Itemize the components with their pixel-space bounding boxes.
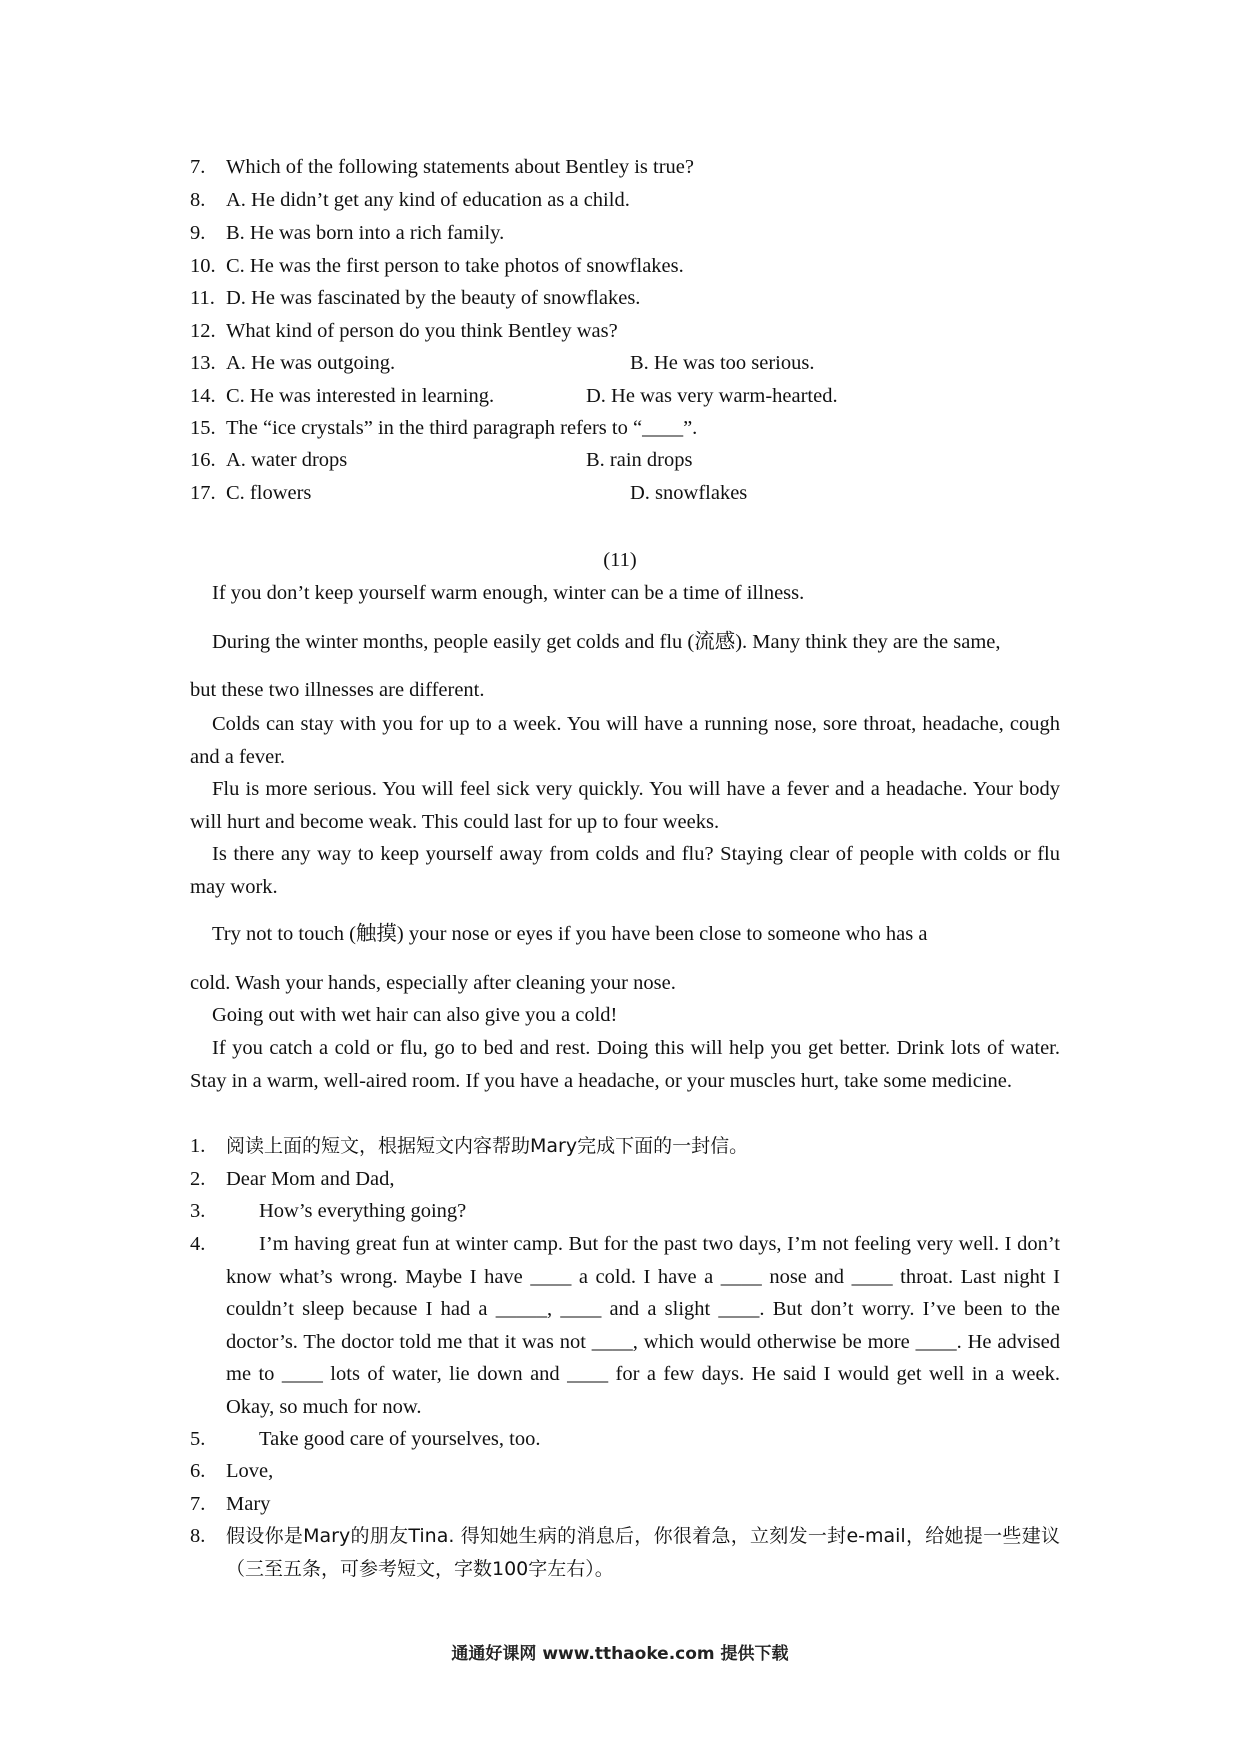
option-text: A. He didn’t get any kind of education as a child.: [226, 189, 630, 211]
line-number: 15.: [190, 417, 216, 439]
line-number: 5.: [190, 1428, 206, 1450]
option-text: A. water drops: [226, 449, 348, 471]
letter-body: I’m having great fun at winter camp. But for the past two days, I’m not feeling very well. I don’t know what’s wrong. Maybe I have ____ a cold. I have a ____ nose and ____ throat. Last night I couldn’t sleep because I had a _____, ____ and a slight ____. But don’t worry. I’ve been to the doctor’s. The doctor told me that it was not ____, which would otherwise be more ____. He advised me to ____ lots of water, lie down and ____ for a few days. He said I would get well in a week. Okay, so much for now.: [226, 1233, 1060, 1418]
line-number: 7.: [190, 1493, 206, 1515]
line-number: 10.: [190, 255, 216, 277]
passage-paragraph: If you don’t keep yourself warm enough, winter can be a time of illness.: [212, 582, 805, 604]
option-text: B. He was too serious.: [630, 352, 815, 374]
passage-paragraph: Is there any way to keep yourself away from colds and flu? Staying clear of people with colds or flu may work.: [190, 843, 1060, 898]
letter-closing: Love,: [226, 1460, 274, 1482]
letter-text: Take good care of yourselves, too.: [259, 1428, 541, 1450]
option-text: D. snowflakes: [630, 482, 748, 504]
line-number: 16.: [190, 449, 216, 471]
line-number: 11.: [190, 287, 215, 309]
line-number: 8.: [190, 1525, 206, 1547]
line-number: 3.: [190, 1200, 206, 1222]
line-number: 8.: [190, 189, 206, 211]
passage-paragraph: Going out with wet hair can also give you a cold!: [212, 1004, 618, 1026]
letter-salutation: Dear Mom and Dad,: [226, 1168, 395, 1190]
line-number: 4.: [190, 1233, 206, 1255]
option-text: C. He was the first person to take photos of snowflakes.: [226, 255, 684, 277]
line-number: 1.: [190, 1135, 206, 1157]
option-text: C. flowers: [226, 482, 312, 504]
passage-heading: (11): [603, 549, 637, 571]
passage-paragraph: but these two illnesses are different.: [190, 679, 485, 701]
option-text: B. rain drops: [586, 449, 693, 471]
question-text: Which of the following statements about Bentley is true?: [226, 156, 694, 178]
letter-signature: Mary: [226, 1493, 271, 1515]
line-number: 2.: [190, 1168, 206, 1190]
passage-paragraph: Flu is more serious. You will feel sick very quickly. You will have a fever and a headache. Your body will hurt and become weak. This could last for up to four weeks.: [190, 778, 1060, 833]
option-text: B. He was born into a rich family.: [226, 222, 505, 244]
page-footer: 通通好课网 www.tthaoke.com 提供下载: [451, 1644, 789, 1664]
letter-text: How’s everything going?: [259, 1200, 467, 1222]
option-text: D. He was very warm-hearted.: [586, 385, 838, 407]
writing-task: 假设你是Mary的朋友Tina. 得知她生病的消息后，你很着急，立刻发一封e-mail，给她提一些建议（三至五条，可参考短文，字数100字左右）。: [226, 1525, 1060, 1580]
line-number: 17.: [190, 482, 216, 504]
line-number: 9.: [190, 222, 206, 244]
question-text: What kind of person do you think Bentley was?: [226, 320, 618, 342]
task-instruction: 阅读上面的短文，根据短文内容帮助Mary完成下面的一封信。: [226, 1135, 749, 1157]
line-number: 7.: [190, 156, 206, 178]
option-text: D. He was fascinated by the beauty of snowflakes.: [226, 287, 641, 309]
passage-paragraph: If you catch a cold or flu, go to bed and rest. Doing this will help you get better. Drink lots of water. Stay in a warm, well-aired room. If you have a headache, or your muscles hurt, take some medicine.: [190, 1037, 1060, 1092]
passage-paragraph: Colds can stay with you for up to a week. You will have a running nose, sore throat, headache, cough and a fever.: [190, 713, 1060, 768]
line-number: 13.: [190, 352, 216, 374]
line-number: 12.: [190, 320, 216, 342]
question-text: The “ice crystals” in the third paragraph refers to “____”.: [226, 417, 698, 439]
option-text: A. He was outgoing.: [226, 352, 396, 374]
line-number: 6.: [190, 1460, 206, 1482]
passage-paragraph: Try not to touch (触摸) your nose or eyes if you have been close to someone who has a: [212, 923, 928, 945]
passage-paragraph: cold. Wash your hands, especially after cleaning your nose.: [190, 972, 676, 994]
passage-paragraph: During the winter months, people easily get colds and flu (流感). Many think they are the same,: [212, 631, 1001, 653]
option-text: C. He was interested in learning.: [226, 385, 495, 407]
line-number: 14.: [190, 385, 216, 407]
